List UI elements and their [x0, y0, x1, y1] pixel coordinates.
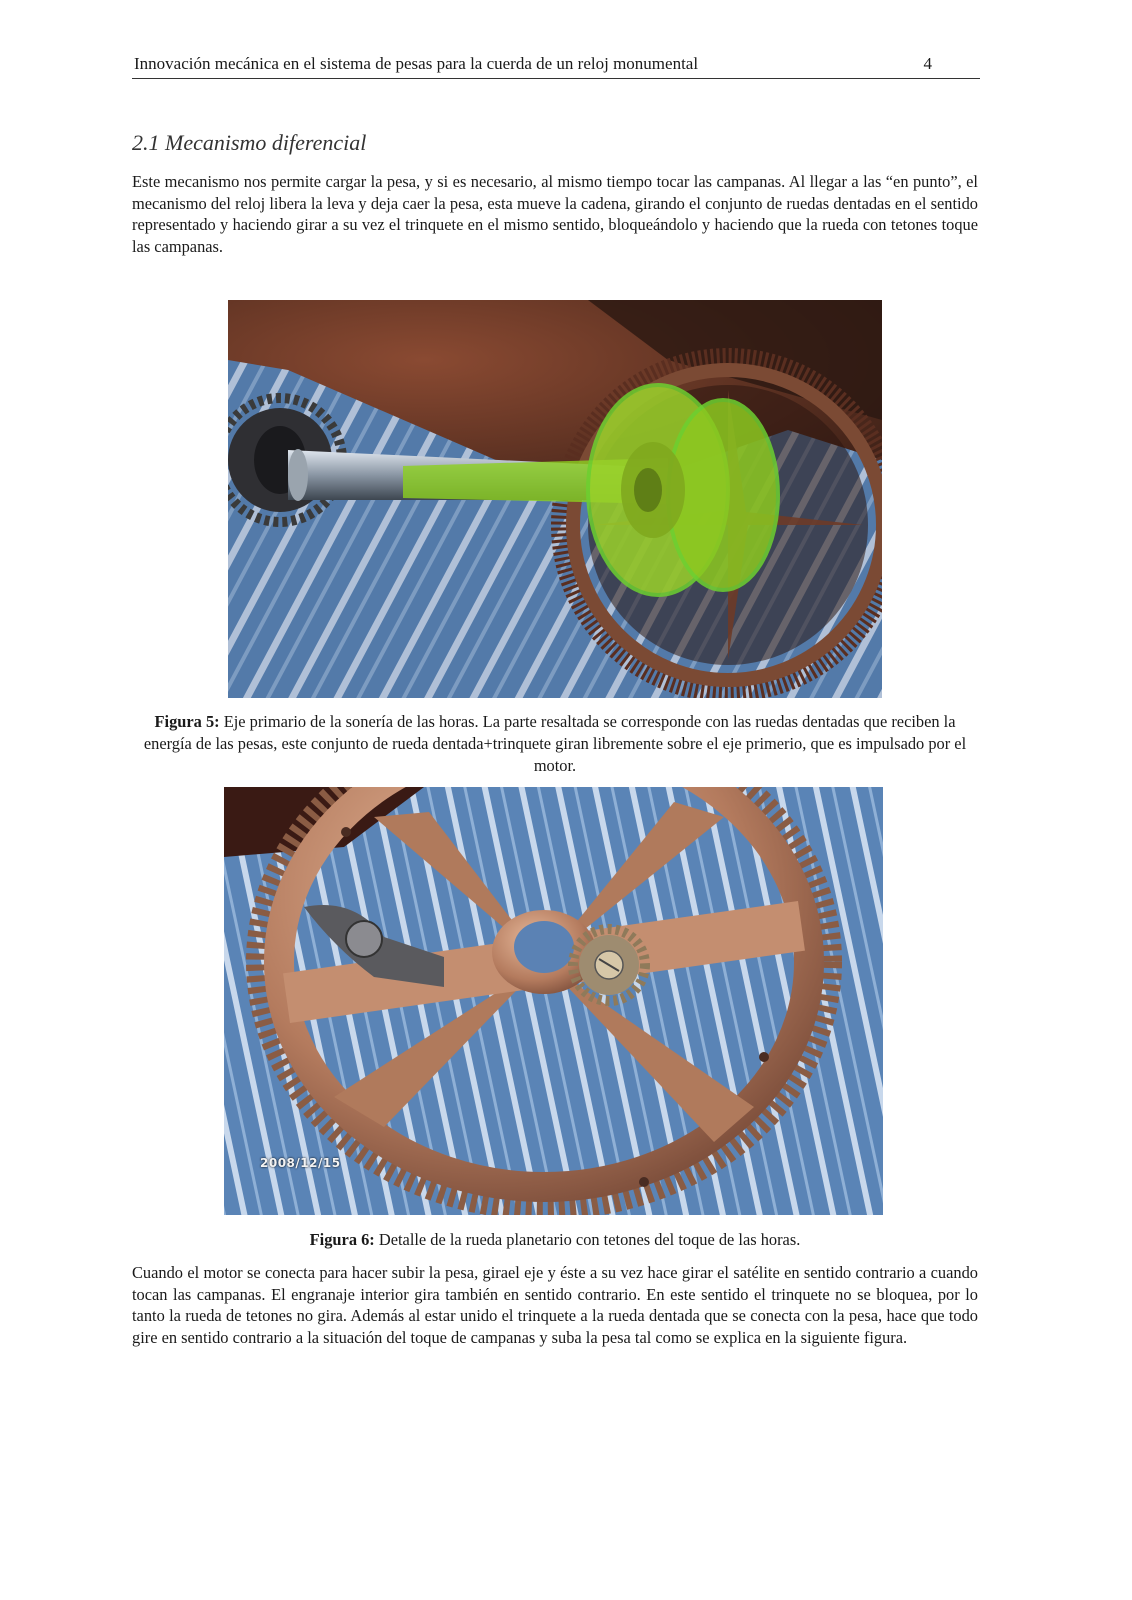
- section-title: 2.1 Mecanismo diferencial: [132, 130, 367, 155]
- figure-5-label: Figura 5:: [154, 712, 220, 731]
- photo-date-stamp: 2008/12/15: [260, 1156, 341, 1170]
- header-title: Innovación mecánica en el sistema de pesas para la cuerda de un reloj monumental: [134, 54, 699, 73]
- paragraph-intro: Este mecanismo nos permite cargar la pesa, y si es necesario, al mismo tiempo tocar las campanas. Al llegar a las “en punto”, el mecanismo del reloj libera la leva y deja caer la pesa, esta mueve la cadena, girando el conjunto de ruedas dentadas en el sentido representado y haciendo girar a su vez el trinquete en el mismo sentido, bloqueándolo y haciendo que la rueda con tetones toque las campanas.: [132, 172, 978, 256]
- figure-5-photo: [228, 300, 882, 698]
- running-header: [132, 52, 980, 79]
- figure-5-caption-text: Eje primario de la sonería de las horas. La parte resaltada se corresponde con las ruedas dentadas que reciben la energía de las pesas, este conjunto de rueda dentada+trinquete giran libremente sobre el eje primerio, que es impulsado por el motor.: [143, 712, 967, 775]
- figure-6-photo: [224, 787, 883, 1215]
- figure-5-illustration: [228, 300, 882, 698]
- figure-6-illustration: [224, 787, 883, 1215]
- figure-6-caption-text: Detalle de la rueda planetario con tetones del toque de las horas.: [374, 1230, 801, 1249]
- figure-6-label: Figura 6:: [309, 1230, 375, 1249]
- figure-5-caption: [132, 711, 978, 777]
- paragraph-motor: Cuando el motor se conecta para hacer subir la pesa, girael eje y éste a su vez hace girar el satélite en sentido contrario a cuando tocan las campanas. El engranaje interior gira también en sentido contrario. En este sentido el trinquete no se bloquea, por lo tanto la rueda de tetones no gira. Además al estar unido el trinquete a la rueda dentada que se conecta con la pesa, hace que todo gire en sentido contrario a la situación del toque de campanas y suba la pesa tal como se explica en la siguiente figura.: [132, 1263, 978, 1347]
- page-number: 4: [923, 54, 932, 73]
- figure-6-caption: [132, 1229, 978, 1251]
